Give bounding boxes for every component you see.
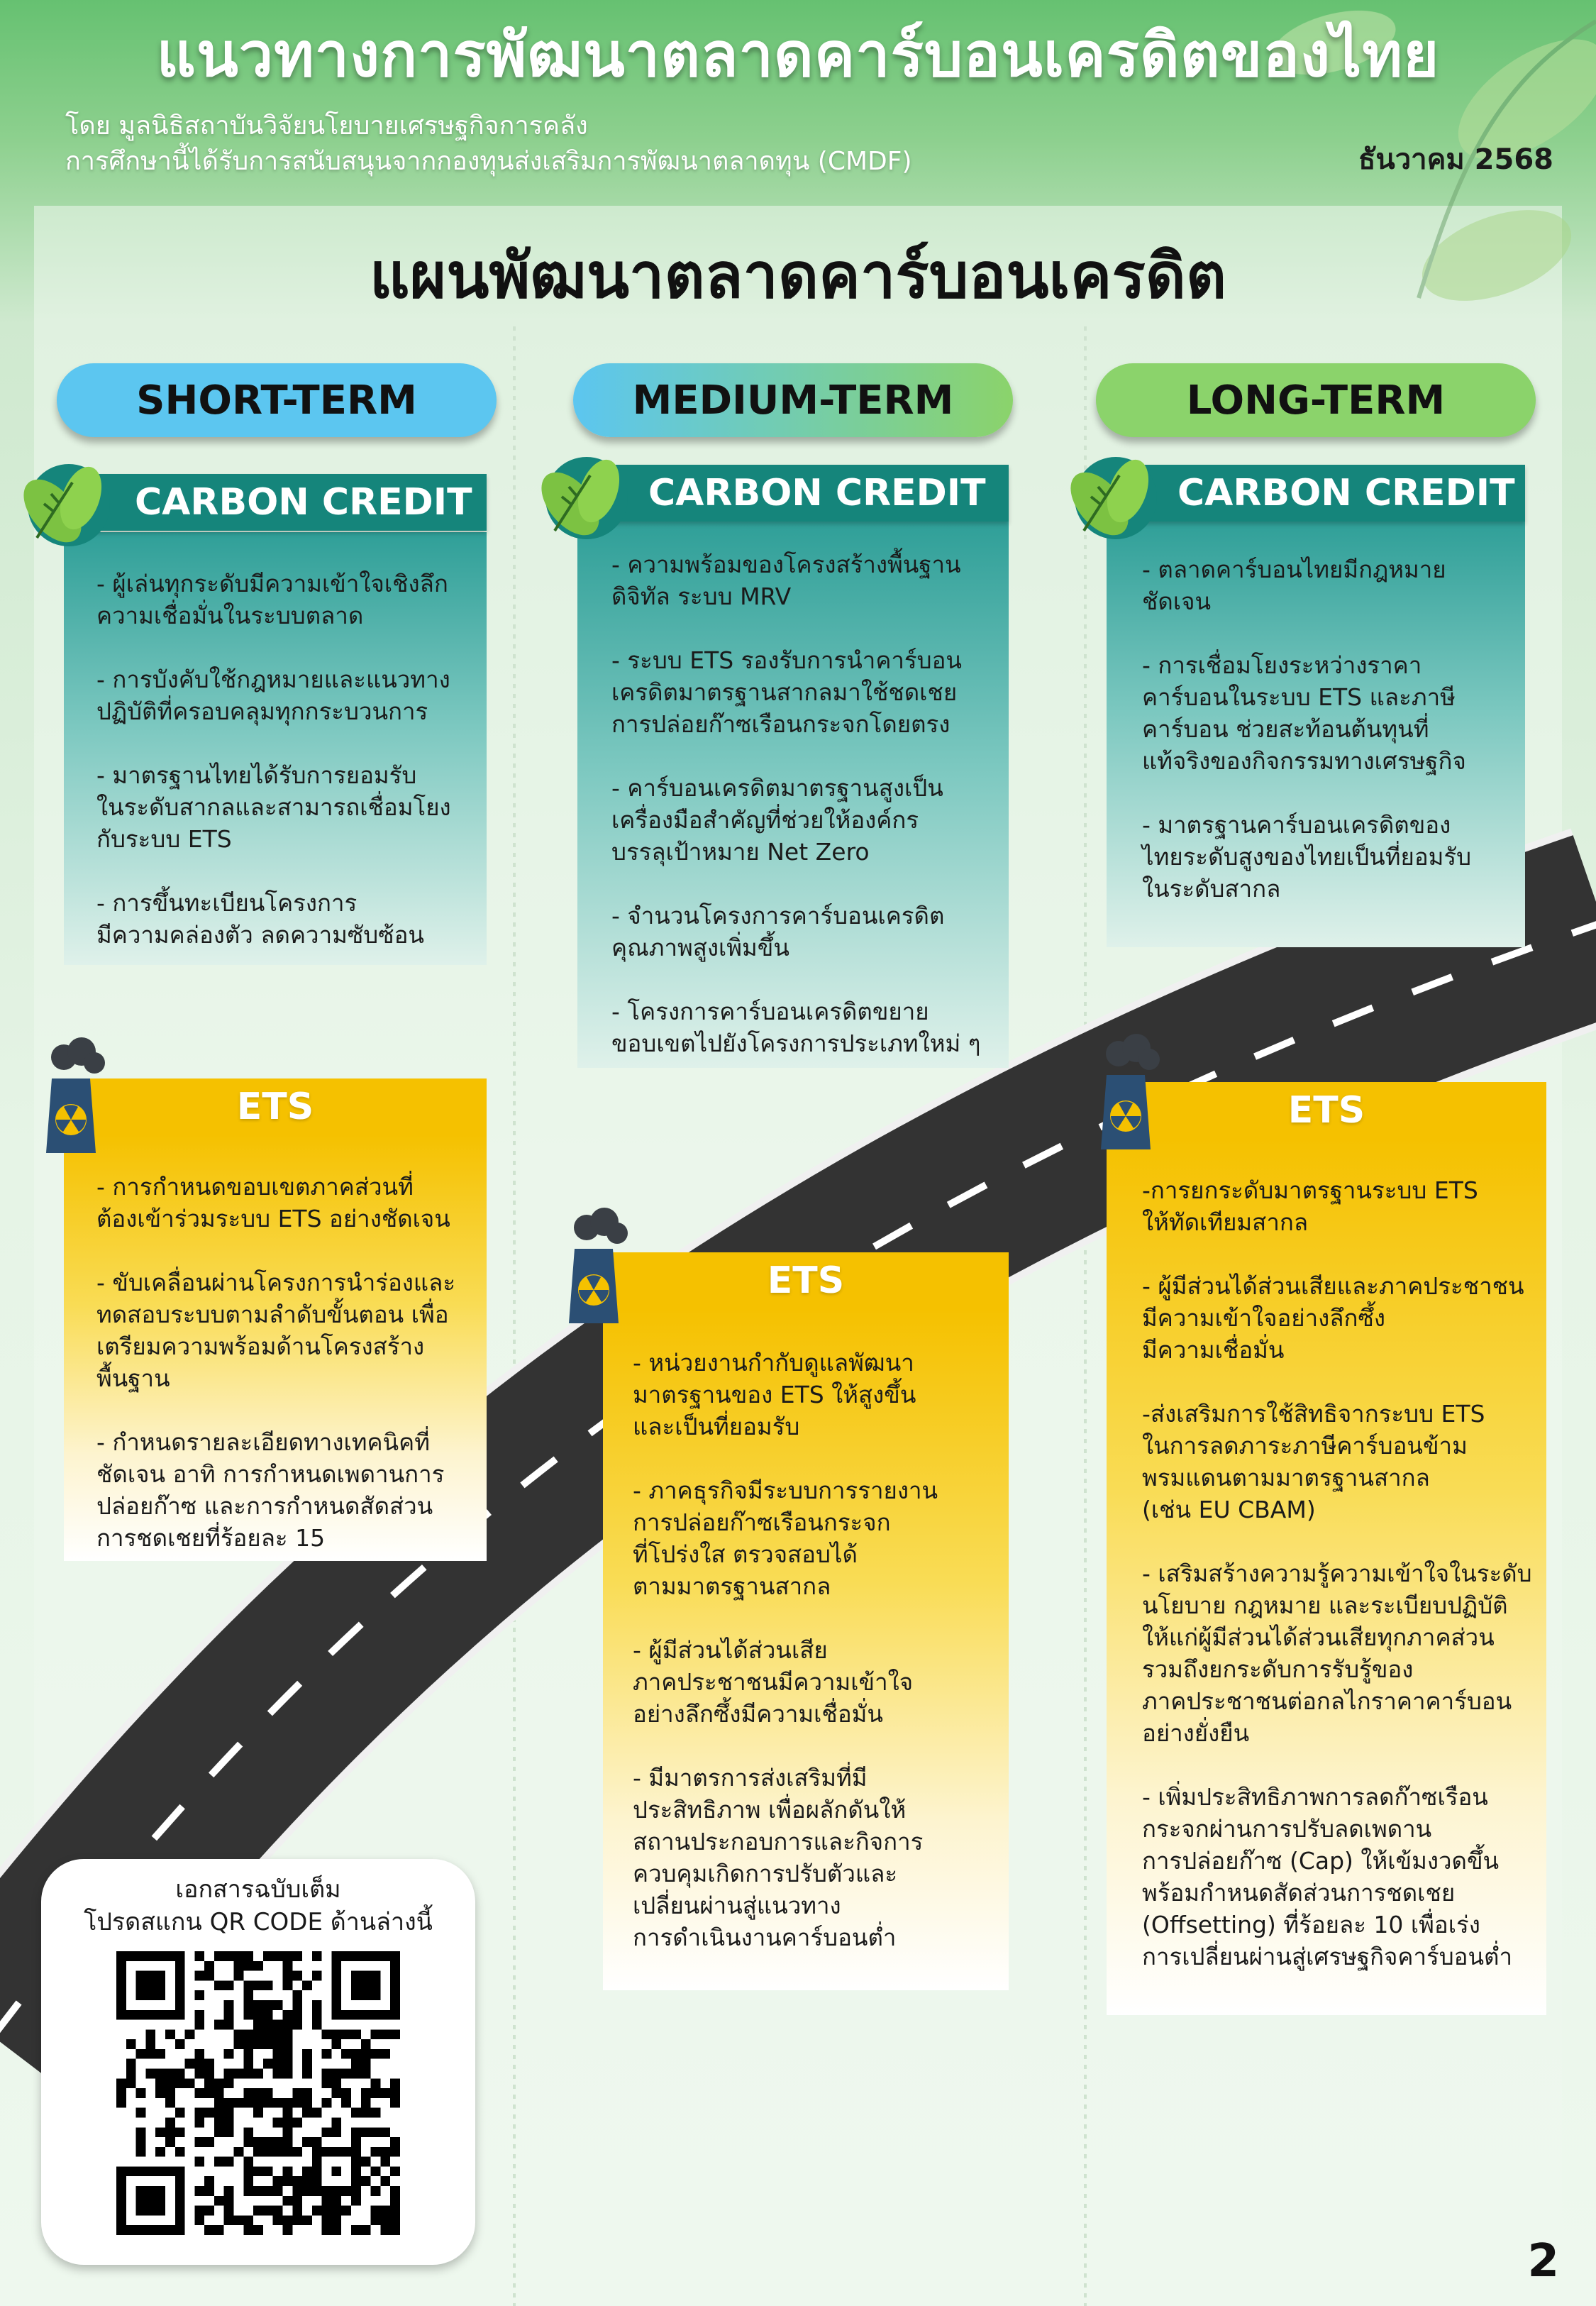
short-cc-header: CARBON CREDIT bbox=[64, 474, 487, 531]
leaf-icon bbox=[1063, 447, 1162, 546]
long-ets-list bbox=[1142, 1174, 1546, 2004]
medium-ets-item: - มีมาตรการส่งเสริมที่มี ประสิทธิภาพ เพื่อผลักดันให้ สถานประกอบการและกิจการ ควบคุมเกิดการปรับตัวและ เปลี่ยนผ่านสู่แนวทาง การดำเนินงานคาร์บอนต่ำ bbox=[633, 1764, 924, 1951]
leaf-icon bbox=[16, 454, 115, 553]
medium-ets-list bbox=[633, 1347, 1002, 1985]
long-cc-list bbox=[1142, 553, 1525, 937]
short-ets-item: - ขับเคลื่อนผ่านโครงการนำร่องและ ทดสอบระบบตามลำดับขั้นตอน เพื่อ เตรียมความพร้อมด้านโครงสร้าง พื้นฐาน bbox=[96, 1269, 456, 1392]
short-cc-item: - ผู้เล่นทุกระดับมีความเข้าใจเชิงลึก ความเชื่อมั่นในระบบตลาด bbox=[96, 570, 448, 629]
factory-icon bbox=[32, 1036, 110, 1157]
long-ets-header: ETS bbox=[1107, 1082, 1546, 1139]
long-cc-item: - มาตรฐานคาร์บอนเครดิตของ ไทยระดับสูงของไทยเป็นที่ยอมรับ ในระดับสากล bbox=[1142, 811, 1472, 903]
main-title: แนวทางการพัฒนาตลาดคาร์บอนเครดิตของไทย bbox=[156, 20, 1440, 91]
short-cc-item: - การขึ้นทะเบียนโครงการ มีความคล่องตัว ลดความซับซ้อน bbox=[96, 889, 424, 949]
leaf-icon bbox=[533, 447, 633, 546]
long-ets-item: - ผู้มีส่วนได้ส่วนเสียและภาคประชาชน มีความเข้าใจอย่างลึกซึ้ง มีความเชื่อมั่น bbox=[1142, 1272, 1524, 1364]
medium-cc-item: - ระบบ ETS รองรับการนำคาร์บอน เครดิตมาตรฐานสากลมาใช้ชดเชย การปล่อยก๊าซเรือนกระจกโดยตรง bbox=[611, 646, 962, 738]
long-cc-item: - การเชื่อมโยงระหว่างราคา คาร์บอนในระบบ ETS และภาษี คาร์บอน ช่วยสะท้อนต้นทุนที่ แท้จริงของกิจกรรมทางเศรษฐกิจ bbox=[1142, 651, 1466, 775]
medium-cc-item: - จำนวนโครงการคาร์บอนเครดิต คุณภาพสูงเพิ่มขึ้น bbox=[611, 902, 945, 961]
medium-ets-item: - หน่วยงานกำกับดูแลพัฒนา มาตรฐานของ ETS ให้สูงขึ้น และเป็นที่ยอมรับ bbox=[633, 1349, 916, 1440]
long-ets-item: - เพิ่มประสิทธิภาพการลดก๊าซเรือน กระจกผ่านการปรับลดเพดาน การปล่อยก๊าซ (Cap) ให้เข้มงวดขึ้น พร้อมกำหนดสัดส่วนการชดเชย (Offsetting) ที่ร้อยละ 10 เพื่อเร่ง การเปลี่ยนผ่านสู่เศรษฐกิจคาร์บอนต่ำ bbox=[1142, 1783, 1512, 1970]
short-ets-header: ETS bbox=[64, 1078, 487, 1135]
medium-cc-item: - คาร์บอนเครดิตมาตรฐานสูงเป็น เครื่องมือสำคัญที่ช่วยให้องค์กร บรรลุเป้าหมาย Net Zero bbox=[611, 774, 943, 866]
long-ets-item: - เสริมสร้างความรู้ความเข้าใจในระดับ นโยบาย กฎหมาย และระเบียบปฏิบัติ ให้แก่ผู้มีส่วนได้ส่วนเสียทุกภาคส่วน รวมถึงยกระดับการรับรู้ของ ภาคประชาชนต่อกลไกราคาคาร์บอน อย่างยั่งยืน bbox=[1142, 1560, 1532, 1747]
long-cc-item: - ตลาดคาร์บอนไทยมีกฎหมาย ชัดเจน bbox=[1142, 556, 1446, 615]
medium-cc-item: - ความพร้อมของโครงสร้างพื้นฐาน ดิจิทัล ระบบ MRV bbox=[611, 551, 961, 610]
long-ets-item: -การยกระดับมาตรฐานระบบ ETS ให้ทัดเทียมสากล bbox=[1142, 1176, 1478, 1236]
factory-icon bbox=[555, 1206, 633, 1327]
pill-long-term: LONG-TERM bbox=[1096, 363, 1536, 437]
short-cc-item: - การบังคับใช้กฎหมายและแนวทาง ปฏิบัติที่ครอบคลุมทุกกระบวนการ bbox=[96, 666, 450, 725]
short-ets-item: - การกำหนดขอบเขตภาคส่วนที่ ต้องเข้าร่วมระบบ ETS อย่างชัดเจน bbox=[96, 1173, 450, 1232]
long-cc-header: CARBON CREDIT bbox=[1107, 465, 1525, 522]
medium-ets-item: - ผู้มีส่วนได้ส่วนเสีย ภาคประชาชนมีความเข้าใจ อย่างลึกซึ้งมีความเชื่อมั่น bbox=[633, 1636, 914, 1728]
short-cc-item: - มาตรฐานไทยได้รับการยอมรับ ในระดับสากลและสามารถเชื่อมโยง กับระบบ ETS bbox=[96, 761, 451, 853]
pill-short-term: SHORT-TERM bbox=[57, 363, 497, 437]
long-ets-item: -ส่งเสริมการใช้สิทธิจากระบบ ETS ในการลดภาระภาษีคาร์บอนข้าม พรมแดนตามมาตรฐานสากล (เช่น EU CBAM) bbox=[1142, 1400, 1485, 1523]
page-number: 2 bbox=[1527, 2235, 1559, 2288]
plan-title: แผนพัฒนาตลาดคาร์บอนเครดิต bbox=[369, 239, 1227, 312]
medium-ets-item: - ภาคธุรกิจมีระบบการรายงาน การปล่อยก๊าซเรือนกระจก ที่โปร่งใส ตรวจสอบได้ ตามมาตรฐานสากล bbox=[633, 1477, 938, 1600]
qr-caption: เอกสารฉบับเต็ม โปรดสแกน QR CODE ด้านล่างนี้ bbox=[84, 1875, 433, 1936]
short-ets-item: - กำหนดรายละเอียดทางเทคนิคที่ ชัดเจน อาทิ การกำหนดเพดานการ ปล่อยก๊าซ และการกำหนดสัดส่วน การชดเชยที่ร้อยละ 15 bbox=[96, 1428, 445, 1552]
support-note: การศึกษานี้ได้รับการสนับสนุนจากกองทุนส่งเสริมการพัฒนาตลาดทุน (CMDF) bbox=[65, 147, 912, 176]
qr-code-icon[interactable] bbox=[116, 1951, 400, 2235]
publication-date: ธันวาคม 2568 bbox=[1358, 143, 1553, 176]
short-ets-list bbox=[96, 1171, 480, 1586]
pill-medium-term: MEDIUM-TERM bbox=[573, 363, 1013, 437]
medium-cc-item: - โครงการคาร์บอนเครดิตขยาย ขอบเขตไปยังโครงการประเภทใหม่ ๆ bbox=[611, 998, 981, 1057]
short-cc-list bbox=[96, 568, 480, 983]
medium-ets-header: ETS bbox=[603, 1252, 1009, 1309]
factory-icon bbox=[1087, 1032, 1165, 1153]
medium-cc-header: CARBON CREDIT bbox=[577, 465, 1009, 522]
medium-cc-list bbox=[611, 548, 1003, 1091]
byline: โดย มูลนิธิสถาบันวิจัยนโยบายเศรษฐกิจการคลัง bbox=[65, 111, 588, 140]
